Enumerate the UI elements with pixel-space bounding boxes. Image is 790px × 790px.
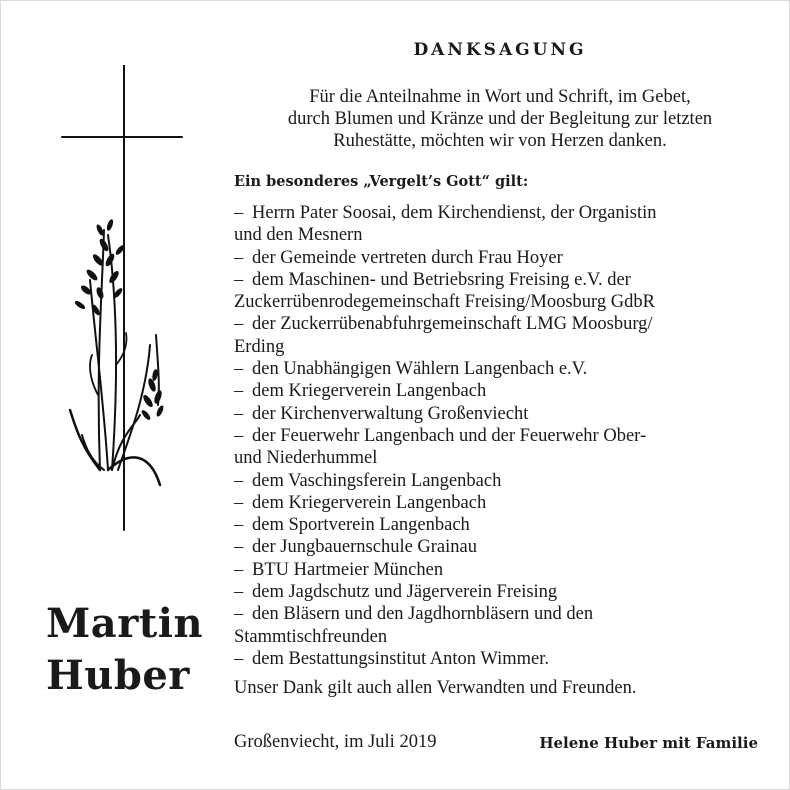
list-item xyxy=(234,559,774,581)
list-item xyxy=(234,269,774,314)
list-item xyxy=(234,202,774,247)
list-item xyxy=(234,247,774,269)
grass-seed-heads xyxy=(74,219,165,422)
list-item-continuation: und Niederhummel xyxy=(234,448,378,469)
list-item-continuation: und den Mesnern xyxy=(234,225,363,246)
list-dash: – xyxy=(234,359,244,380)
list-dash: – xyxy=(234,425,244,446)
intro-line: Für die Anteilnahme in Wort und Schrift, im Gebet, xyxy=(309,87,691,107)
deceased-name xyxy=(46,598,203,702)
list-dash: – xyxy=(234,470,244,491)
intro-line: Ruhestätte, möchten wir von Herzen danken. xyxy=(333,131,667,151)
deceased-first-name: Martin xyxy=(46,600,204,647)
list-item-text: dem Maschinen- und Betriebsring Freising e.V. der xyxy=(252,269,631,290)
list-item xyxy=(234,492,774,514)
list-dash: – xyxy=(234,269,244,290)
list-item xyxy=(234,514,774,536)
list-dash: – xyxy=(234,559,244,580)
grass-illustration xyxy=(70,230,160,485)
list-dash: – xyxy=(234,648,244,669)
list-dash: – xyxy=(234,247,244,268)
list-item-text: den Bläsern und den Jagdhornbläsern und den xyxy=(252,604,594,625)
list-item-continuation: Stammtischfreunden xyxy=(234,626,388,647)
list-dash: – xyxy=(234,604,244,625)
list-dash: – xyxy=(234,515,244,536)
list-item xyxy=(234,603,774,648)
special-thanks-heading: Ein besonderes „Vergelt’s Gott“ gilt: xyxy=(234,173,529,190)
place-date: Großenviecht, im Juli 2019 xyxy=(234,732,437,752)
list-item-text: der Zuckerrübenabfuhrgemeinschaft LMG Moosburg/ xyxy=(252,314,653,335)
notice-title: DANKSAGUNG xyxy=(413,40,587,60)
list-item xyxy=(234,648,774,670)
list-dash: – xyxy=(234,403,244,424)
list-item-text: der Jungbauernschule Grainau xyxy=(252,537,477,558)
list-item-text: dem Vaschingsferein Langenbach xyxy=(252,470,502,491)
list-item xyxy=(234,581,774,603)
cross-icon xyxy=(60,65,190,535)
signature: Helene Huber mit Familie xyxy=(539,734,758,752)
list-item-text: Herrn Pater Soosai, dem Kirchendienst, der Organistin xyxy=(252,203,657,223)
intro-text xyxy=(234,86,766,152)
list-dash: – xyxy=(234,314,244,335)
list-item-text: dem Kriegerverein Langenbach xyxy=(252,381,487,402)
list-item xyxy=(234,358,774,380)
closing-text: Unser Dank gilt auch allen Verwandten und Freunden. xyxy=(234,678,637,698)
list-item xyxy=(234,313,774,358)
list-item xyxy=(234,470,774,492)
list-item-text: den Unabhängigen Wählern Langenbach e.V. xyxy=(252,359,588,380)
list-dash: – xyxy=(234,381,244,402)
intro-line: durch Blumen und Kränze und der Begleitung zur letzten xyxy=(287,109,713,129)
thanks-list xyxy=(234,202,774,670)
list-item-text: der Gemeinde vertreten durch Frau Hoyer xyxy=(252,247,563,268)
list-item xyxy=(234,536,774,558)
list-item-text: der Kirchenverwaltung Großenviecht xyxy=(252,403,529,424)
list-item-text: dem Sportverein Langenbach xyxy=(252,515,470,536)
deceased-last-name: Huber xyxy=(46,652,190,699)
list-item-text: BTU Hartmeier München xyxy=(252,559,444,580)
list-item-continuation: Erding xyxy=(234,336,285,357)
list-item xyxy=(234,380,774,402)
list-item-text: dem Kriegerverein Langenbach xyxy=(252,492,487,513)
list-item-text: der Feuerwehr Langenbach und der Feuerwehr Ober- xyxy=(252,425,647,446)
list-dash: – xyxy=(234,537,244,558)
list-dash: – xyxy=(234,203,244,223)
list-item-text: dem Jagdschutz und Jägerverein Freising xyxy=(252,582,558,603)
list-item xyxy=(234,403,774,425)
list-item xyxy=(234,425,774,470)
list-item-text: dem Bestattungsinstitut Anton Wimmer. xyxy=(252,648,549,669)
list-dash: – xyxy=(234,492,244,513)
list-dash: – xyxy=(234,582,244,603)
list-item-continuation: Zuckerrübenrodegemeinschaft Freising/Moosburg GdbR xyxy=(234,292,655,313)
